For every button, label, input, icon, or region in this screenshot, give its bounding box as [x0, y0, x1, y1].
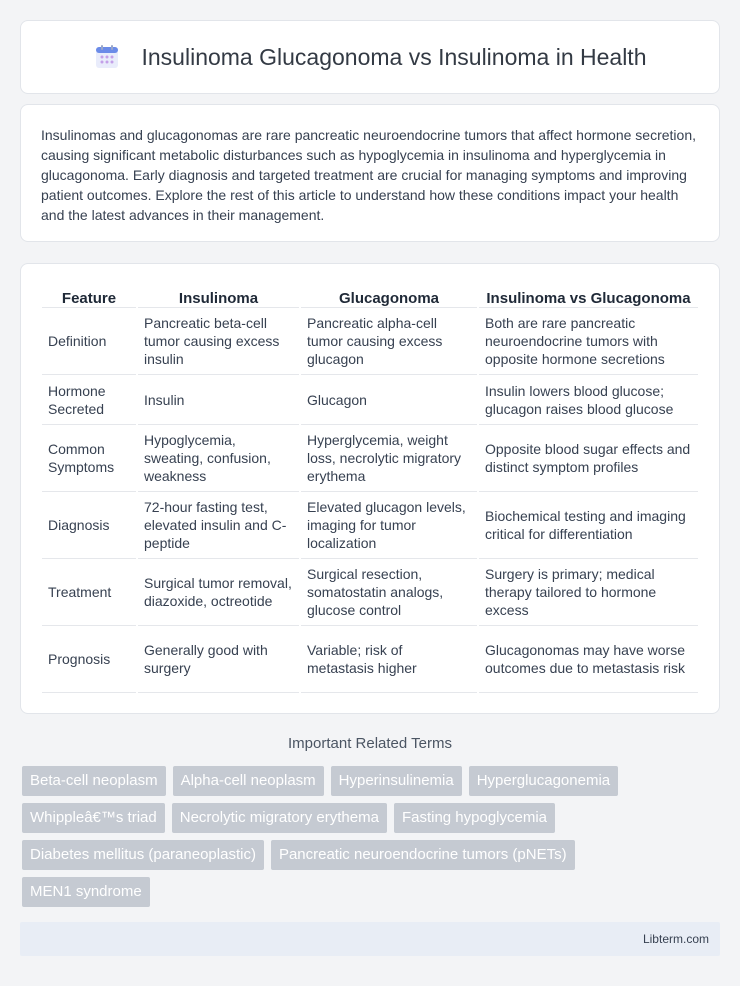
related-term-tag[interactable]: Alpha-cell neoplasm	[173, 766, 324, 796]
footer-bar	[20, 922, 720, 956]
tag-row	[22, 877, 722, 907]
table-cell: Surgery is primary; medical therapy tailored to hormone excess	[479, 559, 698, 626]
table-cell: Generally good with surgery	[138, 626, 299, 693]
table-cell: Prognosis	[42, 626, 136, 693]
table-cell: Both are rare pancreatic neuroendocrine tumors with opposite hormone secretions	[479, 308, 698, 375]
related-terms-title: Important Related Terms	[288, 735, 452, 752]
table-cell: Opposite blood sugar effects and distinct symptom profiles	[479, 425, 698, 492]
table-cell: Pancreatic alpha-cell tumor causing excess glucagon	[301, 308, 477, 375]
related-term-tag[interactable]: Hyperglucagonemia	[469, 766, 618, 796]
table-cell: Surgical tumor removal, diazoxide, octreotide	[138, 559, 299, 626]
table-row	[42, 375, 698, 425]
related-term-tag[interactable]: Pancreatic neuroendocrine tumors (pNETs)	[271, 840, 575, 870]
table-cell: Hypoglycemia, sweating, confusion, weakness	[138, 425, 299, 492]
table-header: Insulinoma	[138, 284, 299, 308]
table-cell: Surgical resection, somatostatin analogs, glucose control	[301, 559, 477, 626]
related-term-tag[interactable]: Necrolytic migratory erythema	[172, 803, 387, 833]
related-term-tag[interactable]: Beta-cell neoplasm	[22, 766, 166, 796]
table-cell: Common Symptoms	[42, 425, 136, 492]
table-cell: Variable; risk of metastasis higher	[301, 626, 477, 693]
comparison-table	[40, 284, 700, 693]
related-term-tag[interactable]: Whippleâ€™s triad	[22, 803, 165, 833]
related-term-tag[interactable]: Diabetes mellitus (paraneoplastic)	[22, 840, 264, 870]
tag-row	[22, 840, 722, 870]
table-row	[42, 559, 698, 626]
comparison-table-card	[20, 263, 720, 714]
intro-card	[20, 104, 720, 242]
page-title: Insulinoma Glucagonoma vs Insulinoma in Health	[141, 43, 647, 70]
intro-paragraph: Insulinomas and glucagonomas are rare pancreatic neuroendocrine tumors that affect hormone secretion, causing significant metabolic disturbances such as hypoglycemia in insulinoma and hyperglycemia in glucagonoma. Early diagnosis and targeted treatment are crucial for managing symptoms and improving patient outcomes. Explore the rest of this article to understand how these conditions impact your health and the latest advances in their management.	[41, 127, 697, 223]
related-term-tag[interactable]: MEN1 syndrome	[22, 877, 150, 907]
calendar-icon	[94, 44, 120, 70]
table-header-row	[42, 284, 698, 308]
table-row	[42, 425, 698, 492]
table-cell: 72-hour fasting test, elevated insulin and C-peptide	[138, 492, 299, 559]
table-row	[42, 626, 698, 693]
table-cell: Diagnosis	[42, 492, 136, 559]
tag-row	[22, 803, 722, 833]
related-term-tag[interactable]: Hyperinsulinemia	[331, 766, 462, 796]
table-header: Glucagonoma	[301, 284, 477, 308]
table-cell: Hormone Secreted	[42, 375, 136, 425]
related-term-tag[interactable]: Fasting hypoglycemia	[394, 803, 555, 833]
table-header: Insulinoma vs Glucagonoma	[479, 284, 698, 308]
table-header: Feature	[42, 284, 136, 308]
table-cell: Biochemical testing and imaging critical for differentiation	[479, 492, 698, 559]
table-cell: Glucagonomas may have worse outcomes due to metastasis risk	[479, 626, 698, 693]
table-cell: Treatment	[42, 559, 136, 626]
related-terms-list	[22, 766, 722, 914]
table-cell: Elevated glucagon levels, imaging for tumor localization	[301, 492, 477, 559]
table-cell: Insulin	[138, 375, 299, 425]
table-row	[42, 308, 698, 375]
footer-site-link[interactable]: Libterm.com	[642, 932, 709, 946]
header-card	[20, 20, 720, 94]
table-cell: Glucagon	[301, 375, 477, 425]
table-cell: Hyperglycemia, weight loss, necrolytic migratory erythema	[301, 425, 477, 492]
table-cell: Pancreatic beta-cell tumor causing excess insulin	[138, 308, 299, 375]
table-cell: Definition	[42, 308, 136, 375]
table-cell: Insulin lowers blood glucose; glucagon raises blood glucose	[479, 375, 698, 425]
table-row	[42, 492, 698, 559]
tag-row	[22, 766, 722, 796]
